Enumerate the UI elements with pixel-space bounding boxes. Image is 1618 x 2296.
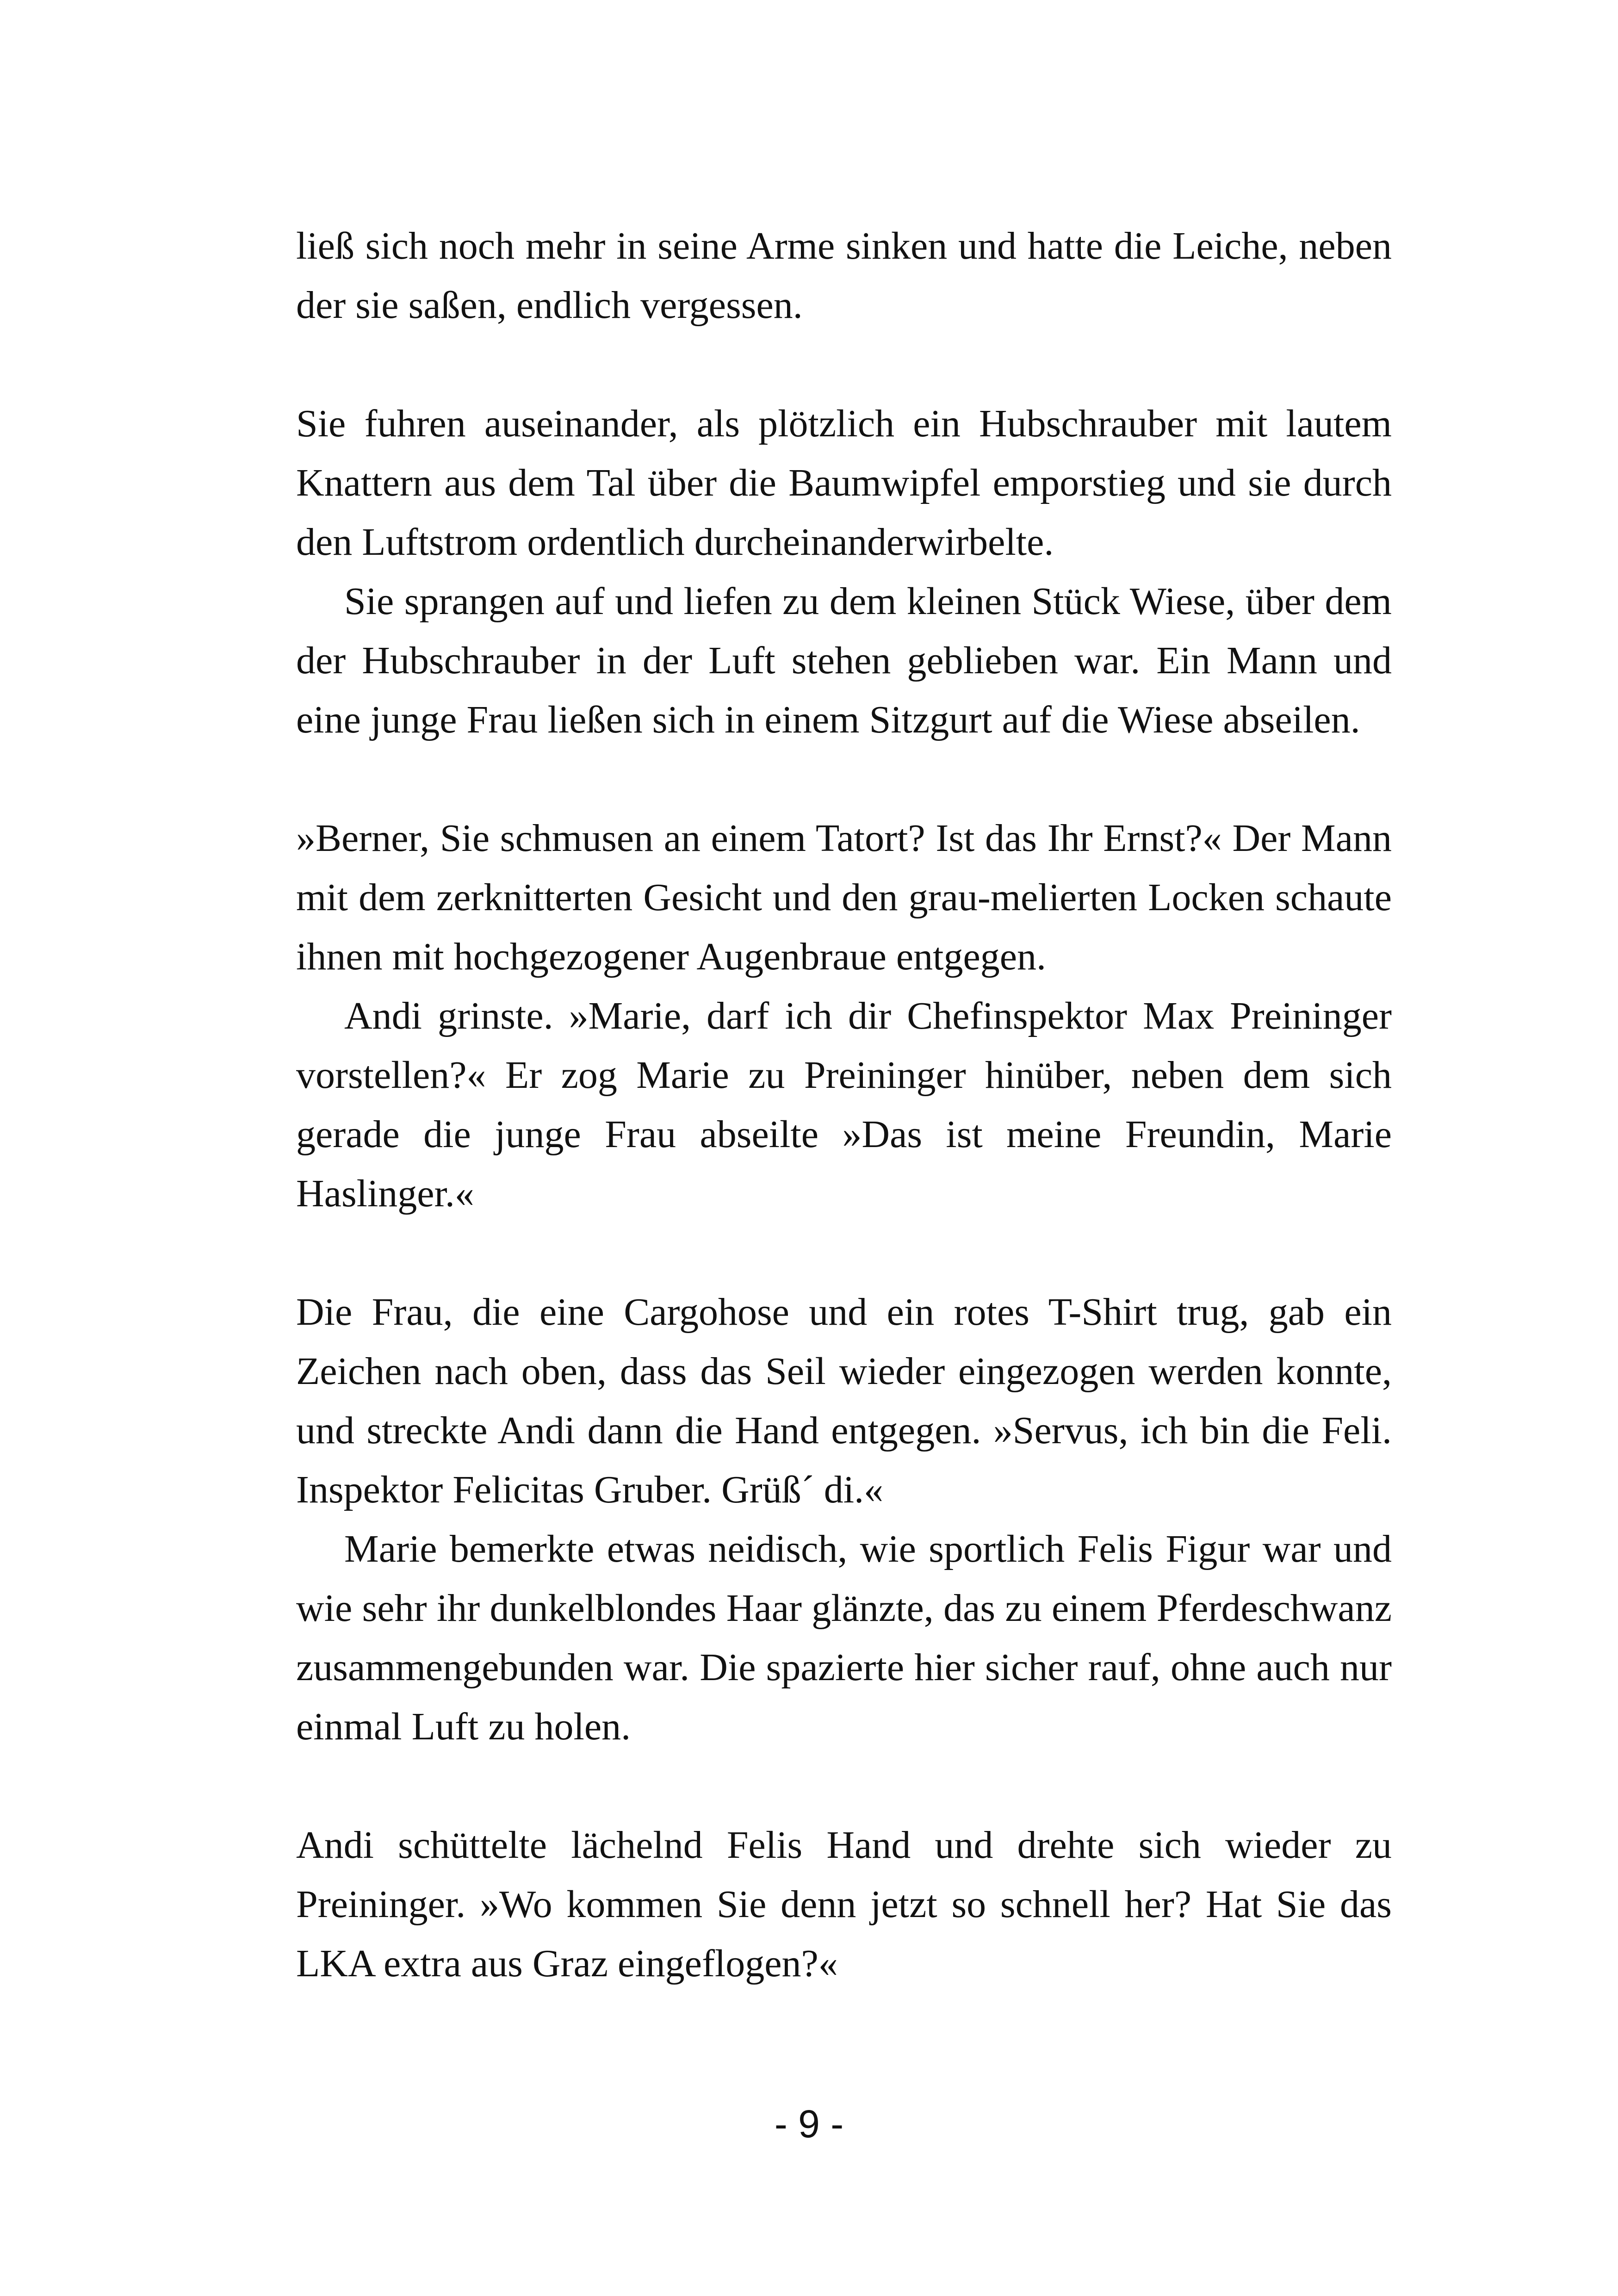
- paragraph-8: Andi schüttelte lächelnd Felis Hand und drehte sich wieder zu Preininger. »Wo kommen Sie denn jetzt so schnell her? Hat Sie das LKA extra aus Graz eingeflogen?«: [296, 1824, 1392, 1985]
- paragraph-5: Andi grinste. »Marie, darf ich dir Chefinspektor Max Preininger vorstellen?« Er zog Marie zu Preininger hinüber, neben dem sich gerade die junge Frau abseilte »Das ist meine Freundin, Marie Haslinger.«: [296, 994, 1392, 1215]
- paragraph-6: Die Frau, die eine Cargohose und ein rotes T-Shirt trug, gab ein Zeichen nach oben, dass das Seil wieder eingezogen werden konnte, und streckte Andi dann die Hand entgegen. »Servus, ich bin die Feli. Inspektor Felicitas Gruber. Grüß´ di.«: [296, 1291, 1392, 1511]
- paragraph-7: Marie bemerkte etwas neidisch, wie sportlich Felis Figur war und wie sehr ihr dunkelblondes Haar glänzte, das zu einem Pferdeschwanz zusammengebunden war. Die spazierte hier sicher rauf, ohne auch nur einmal Luft zu holen.: [296, 1527, 1392, 1748]
- page-number: - 9 -: [774, 2102, 844, 2146]
- paragraph-3: Sie sprangen auf und liefen zu dem kleinen Stück Wiese, über dem der Hubschrauber in der Luft stehen geblieben war. Ein Mann und eine junge Frau ließen sich in einem Sitzgurt auf die Wiese abseilen.: [296, 580, 1392, 741]
- paragraph-1: ließ sich noch mehr in seine Arme sinken und hatte die Leiche, neben der sie saßen, endlich vergessen.: [296, 224, 1392, 327]
- body-text: [296, 217, 1392, 1993]
- paragraph-4: »Berner, Sie schmusen an einem Tatort? Ist das Ihr Ernst?« Der Mann mit dem zerknitterten Gesicht und den grau-melierten Locken schaute ihnen mit hochgezogener Augenbraue entgegen.: [296, 817, 1392, 978]
- paragraph-2: Sie fuhren auseinander, als plötzlich ein Hubschrauber mit lautem Knattern aus dem Tal über die Baumwipfel emporstieg und sie durch den Luftstrom ordentlich durcheinanderwirbelte.: [296, 402, 1392, 564]
